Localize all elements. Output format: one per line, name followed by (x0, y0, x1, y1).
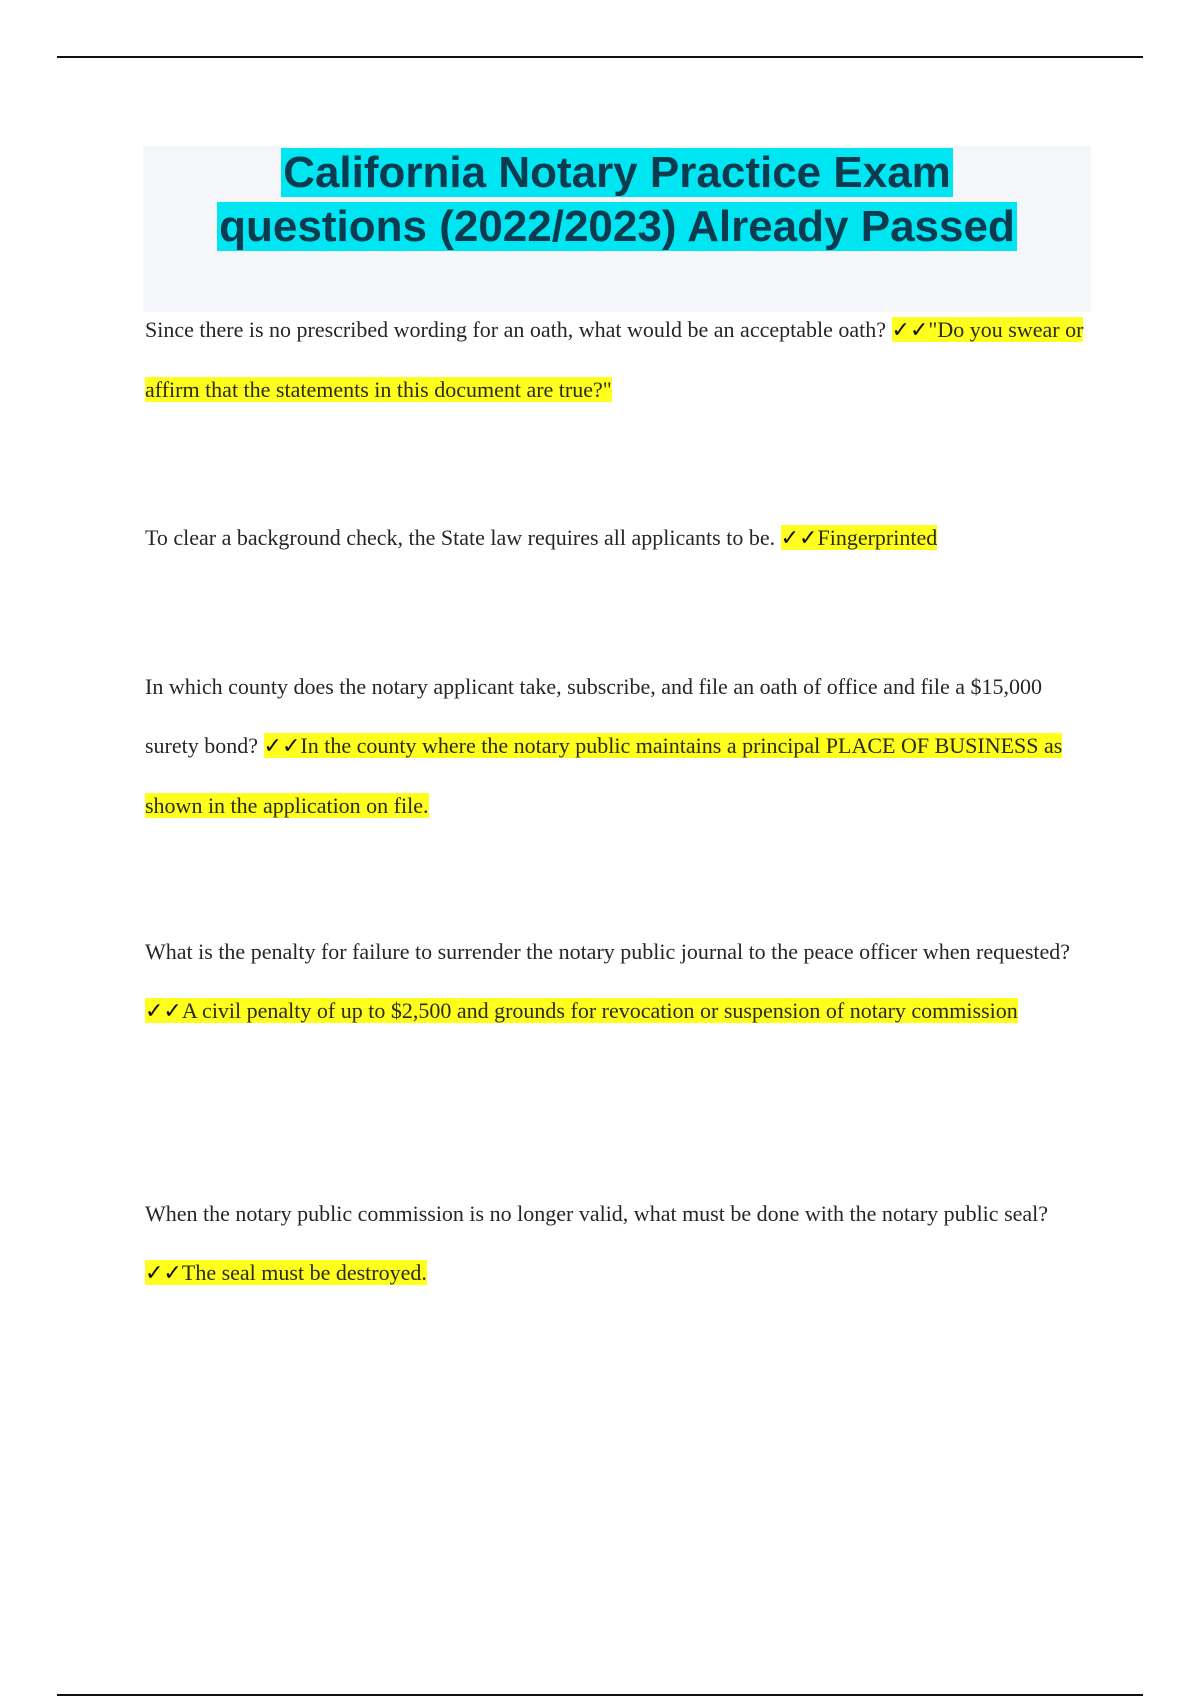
question-text: Since there is no prescribed wording for an oath, what would be an acceptable oath? (145, 317, 892, 342)
double-check-icon: ✓✓ (780, 526, 818, 551)
qa-item-2 (145, 508, 1093, 568)
answer-text: The seal must be destroyed. (181, 1260, 427, 1285)
answer-text: "Do you swear or affirm that the statements in this document are true?" (145, 317, 1084, 402)
question-text: To clear a background check, the State law requires all applicants to be. (145, 525, 781, 550)
qa-item-5 (145, 1184, 1093, 1303)
title-line-2: questions (2022/2023) Already Passed (219, 202, 1015, 251)
double-check-icon: ✓✓ (145, 1261, 182, 1286)
answer-text: A civil penalty of up to $2,500 and grounds for revocation or suspension of notary commission (181, 998, 1018, 1023)
double-check-icon: ✓✓ (891, 318, 929, 343)
header-rule (57, 56, 1143, 58)
double-check-icon: ✓✓ (145, 999, 182, 1024)
qa-item-4 (145, 922, 1093, 1041)
qa-item-3 (145, 657, 1093, 835)
answer-text: In the county where the notary public maintains a principal PLACE OF BUSINESS as shown in the application on file. (145, 733, 1063, 818)
question-text: What is the penalty for failure to surrender the notary public journal to the peace officer when requested? (145, 939, 1071, 964)
question-text: When the notary public commission is no longer valid, what must be done with the notary public seal? (145, 1201, 1049, 1226)
title-line-1: California Notary Practice Exam (283, 148, 951, 197)
footer-rule (57, 1694, 1143, 1696)
double-check-icon: ✓✓ (263, 734, 301, 759)
question-text: In which county does the notary applicant take, subscribe, and file an oath of office and file a $15,000 surety bond? (145, 674, 1043, 758)
document-title (143, 146, 1091, 254)
qa-item-1 (145, 300, 1093, 419)
answer-text: Fingerprinted (817, 525, 938, 550)
